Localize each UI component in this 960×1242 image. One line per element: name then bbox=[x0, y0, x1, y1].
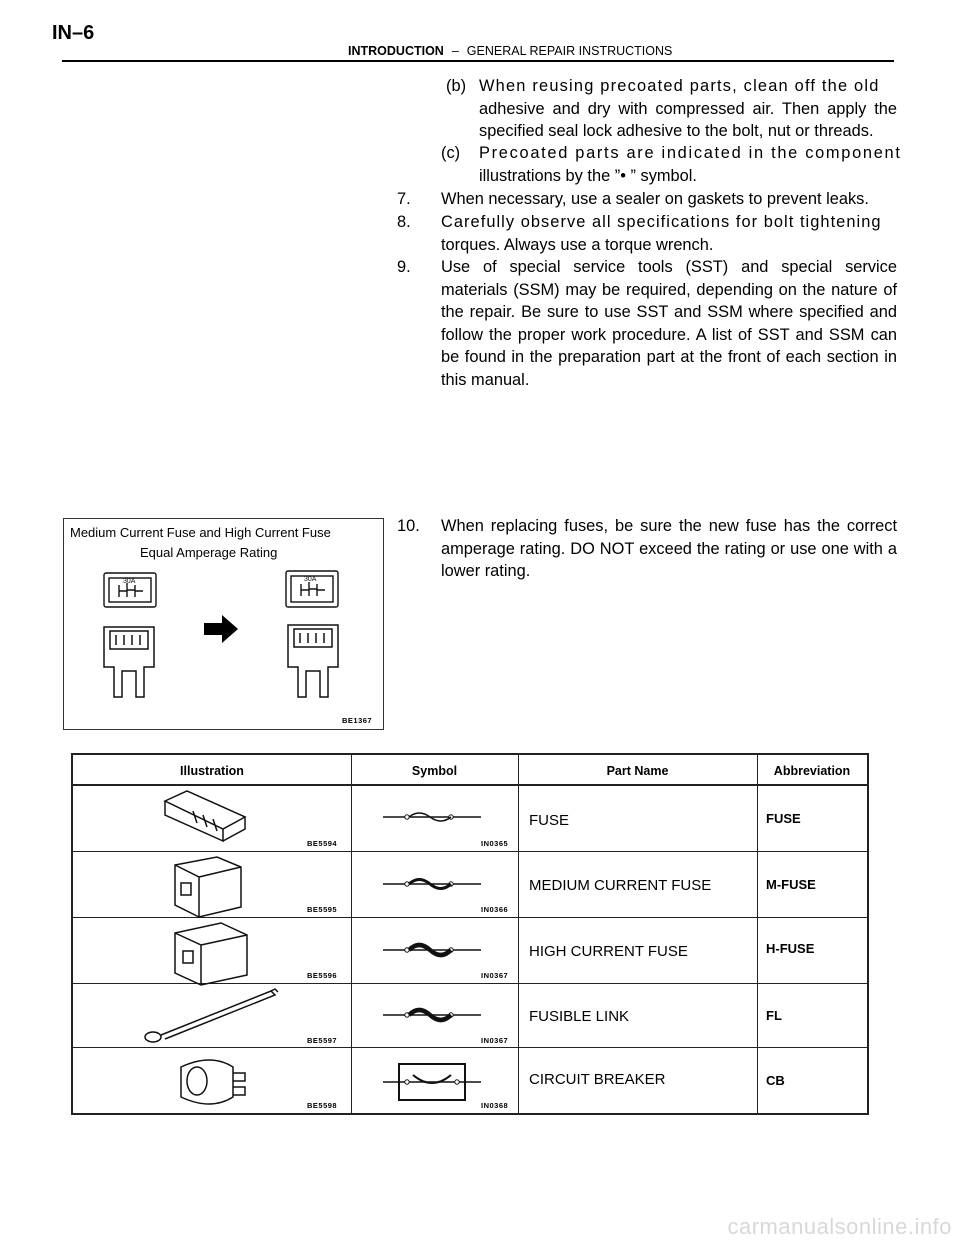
figure-code: BE1367 bbox=[342, 716, 373, 725]
step-8-text: torques. Always use a torque wrench. bbox=[441, 235, 714, 254]
abbr-fuse: FUSE bbox=[766, 811, 801, 826]
table-drawings bbox=[73, 755, 867, 1113]
medium-fuse-symbol bbox=[383, 880, 481, 889]
step-7-text: When necessary, use a sealer on gaskets to prevent leaks. bbox=[441, 190, 869, 208]
page-number: IN–6 bbox=[52, 22, 95, 44]
item-b-line1: When reusing precoated parts, clean off the old bbox=[479, 77, 880, 95]
section-title: INTRODUCTION bbox=[348, 44, 444, 58]
rating-left: 30A bbox=[123, 578, 136, 585]
fusible-link-symbol bbox=[383, 1010, 481, 1020]
part-name-high-fuse: HIGH CURRENT FUSE bbox=[529, 943, 688, 960]
part-name-fuse: FUSE bbox=[529, 812, 570, 829]
fuse-symbol bbox=[383, 813, 481, 821]
symbol-code: IN0365 bbox=[481, 839, 509, 848]
part-name-circuit-breaker: CIRCUIT BREAKER bbox=[529, 1071, 666, 1088]
header-illustration: Illustration bbox=[180, 764, 244, 778]
item-c-line1: Precoated parts are indicated in the component bbox=[479, 144, 902, 162]
header-part-name: Part Name bbox=[606, 764, 669, 778]
fuse-side-view-left bbox=[104, 627, 154, 697]
abbr-high-fuse: H-FUSE bbox=[766, 941, 815, 956]
item-b-text: adhesive and dry with compressed air. Then apply the specified seal lock adhesive to the bolt, nut or threads. bbox=[479, 99, 897, 140]
fusible-link-illustration bbox=[145, 989, 278, 1042]
header-abbreviation: Abbreviation bbox=[773, 764, 851, 778]
step-7-marker: 7. bbox=[397, 190, 411, 208]
replace-arrow-icon bbox=[204, 615, 238, 643]
step-10-text: When replacing fuses, be sure the new fuse has the correct amperage rating. DO NOT exceed the rating or use one with a lower rating. bbox=[441, 517, 897, 580]
abbr-medium-fuse: M-FUSE bbox=[766, 877, 816, 892]
fuse-illustration bbox=[165, 791, 245, 841]
part-name-fusible-link: FUSIBLE LINK bbox=[529, 1008, 630, 1025]
illus-code: BE5597 bbox=[307, 1036, 338, 1045]
step-8-line1: Carefully observe all specifications for bolt tightening bbox=[441, 213, 882, 231]
fuse-side-view-right bbox=[288, 625, 338, 697]
item-c-marker: (c) bbox=[441, 144, 461, 162]
step-9-text: Use of special service tools (SST) and special service materials (SSM) may be required, depending on the nature of the repair. Be sure to use SST and SSM where specified and follow the proper work procedure. A list of SST and SSM can be found in the preparation part at the front of each section in this manual. bbox=[441, 258, 897, 389]
circuit-breaker-symbol bbox=[383, 1064, 481, 1100]
step-10-marker: 10. bbox=[397, 517, 420, 535]
high-fuse-symbol bbox=[383, 945, 481, 955]
fuse-drawing bbox=[64, 519, 383, 729]
figure-title: Medium Current Fuse and High Current Fuse bbox=[70, 525, 331, 540]
item-c-text: illustrations by the ”• ” symbol. bbox=[479, 166, 697, 185]
header-rule bbox=[62, 60, 894, 62]
header-symbol: Symbol bbox=[411, 764, 458, 778]
circuit-breaker-illustration bbox=[181, 1060, 245, 1104]
header-separator: – bbox=[451, 44, 459, 58]
rating-right: 30A bbox=[304, 576, 317, 583]
illus-code: BE5594 bbox=[307, 839, 338, 848]
symbol-code: IN0368 bbox=[481, 1101, 509, 1110]
symbol-code: IN0367 bbox=[481, 971, 509, 980]
figure-subtitle: Equal Amperage Rating bbox=[140, 545, 278, 560]
watermark: carmanualsonline.info bbox=[727, 1214, 952, 1239]
part-name-medium-fuse: MEDIUM CURRENT FUSE bbox=[529, 877, 712, 894]
running-header bbox=[348, 44, 672, 58]
high-fuse-illustration bbox=[175, 923, 247, 985]
illus-code: BE5596 bbox=[307, 971, 338, 980]
fuse-replacement-figure bbox=[63, 518, 384, 730]
parts-table bbox=[71, 753, 869, 1115]
illus-code: BE5595 bbox=[307, 905, 338, 914]
abbr-circuit-breaker: CB bbox=[766, 1073, 785, 1088]
medium-fuse-illustration bbox=[175, 857, 241, 917]
symbol-code: IN0366 bbox=[481, 905, 509, 914]
step-9-marker: 9. bbox=[397, 258, 411, 276]
item-b-marker: (b) bbox=[446, 77, 467, 95]
subsection-title: GENERAL REPAIR INSTRUCTIONS bbox=[466, 44, 673, 58]
step-8-marker: 8. bbox=[397, 213, 411, 231]
illus-code: BE5598 bbox=[307, 1101, 338, 1110]
abbr-fusible-link: FL bbox=[766, 1008, 782, 1023]
symbol-code: IN0367 bbox=[481, 1036, 509, 1045]
